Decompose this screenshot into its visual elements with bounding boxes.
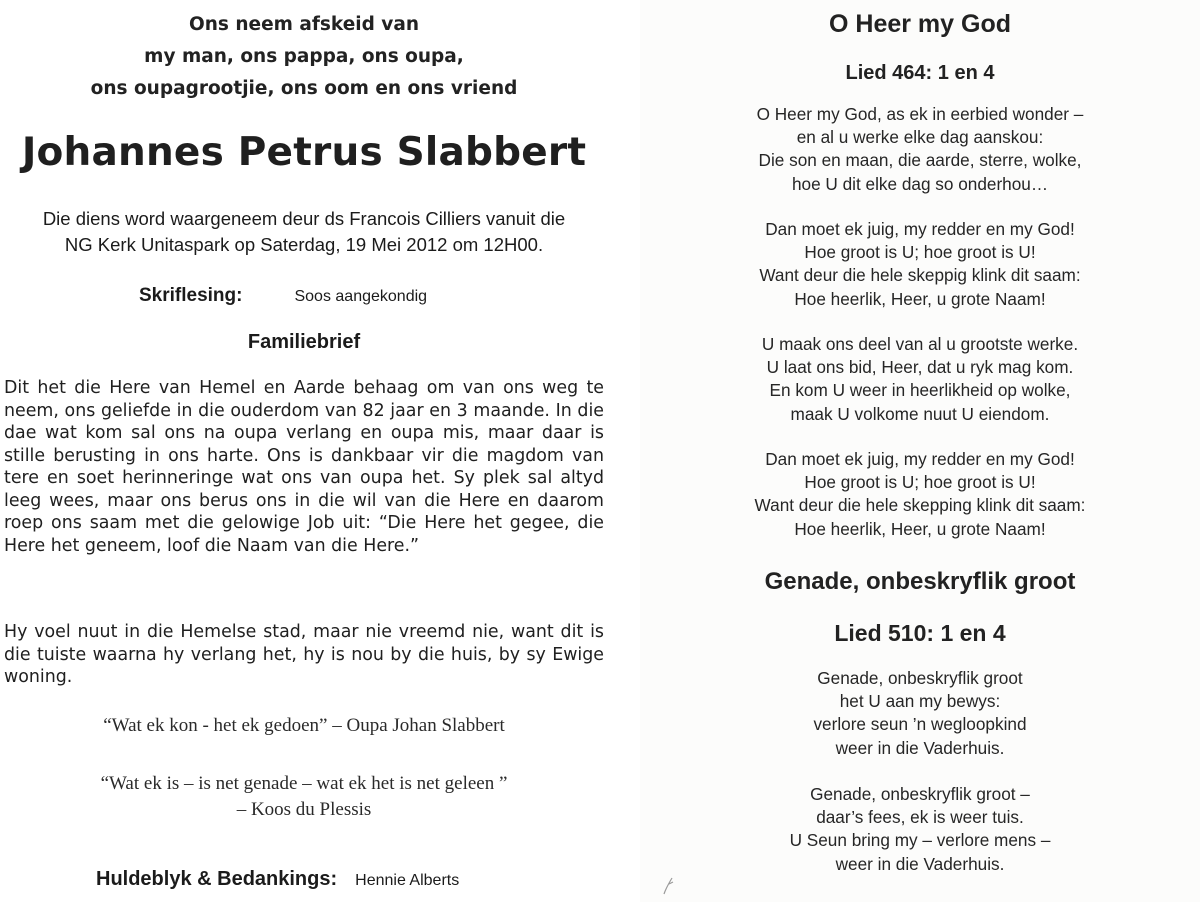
verse-line: hoe U dit elke dag so onderhou… bbox=[791, 173, 1049, 194]
verse-line: Genade, onbeskryflik groot – bbox=[810, 784, 1030, 804]
service-details bbox=[0, 206, 608, 258]
verse-line: verlore seun ’n wegloopkind bbox=[813, 714, 1027, 735]
huldeblyk-label: Huldeblyk & Bedankings: bbox=[96, 868, 338, 890]
skriflesing-value: Soos aangekondig bbox=[294, 288, 428, 305]
quote-koos bbox=[0, 771, 608, 823]
verse-line: weer in die Vaderhuis. bbox=[835, 853, 1005, 874]
verse-line: En kom U weer in heerlikheid op wolke, bbox=[769, 380, 1071, 401]
huldeblyk-value: Hennie Alberts bbox=[355, 872, 460, 889]
quote-johan: “Wat ek kon - het ek gedoen” – Oupa Johan Slabbert bbox=[103, 715, 505, 736]
familiebrief-paragraph-2: Hy voel nuut in die Hemelse stad, maar nie vreemd nie, want dit is die tuiste waarna hy verlang het, hy is nou by die huis, by sy Ewige woning. bbox=[4, 622, 604, 687]
deceased-name: Johannes Petrus Slabbert bbox=[21, 130, 587, 175]
verse-line: Hoe heerlik, Heer, u grote Naam! bbox=[794, 518, 1046, 539]
skriflesing-row bbox=[139, 285, 427, 307]
quote-attribution: – Koos du Plessis bbox=[236, 799, 372, 820]
service-line: NG Kerk Unitaspark op Saterdag, 19 Mei 2012 om 12H00. bbox=[64, 234, 544, 255]
familiebrief-paragraph-1: Dit het die Here van Hemel en Aarde behaag om van ons weg te neem, ons geliefde in die ouderdom van 82 jaar en 3 maande. In die dae wat kom sal ons na oupa verlang en oupa mis, maar daar is stille berusting in ons harte. Ons is dankbaar vir die magdom van tere en soet herinneringe wat ons van oupa het. Sy plek sal altyd leeg wees, maar ons berus ons in die wil van die Here en daarom roep ons saam met die gelowige Job uit: “Die Here het gegee, die Here het geneem, loof die Naam van die Here.” bbox=[4, 378, 604, 556]
quote-line: “Wat ek is – is net genade – wat ek het is net geleen ” bbox=[100, 773, 508, 794]
verse-line: Dan moet ek juig, my redder en my God! bbox=[765, 449, 1075, 469]
verse-line: U maak ons deel van al u grootste werke. bbox=[761, 334, 1079, 354]
hymn-1-title: O Heer my God bbox=[829, 10, 1011, 38]
verse-line: weer in die Vaderhuis. bbox=[835, 737, 1005, 758]
verse-line: het U aan my bewys: bbox=[839, 691, 1001, 712]
hymn-1-stanza-1 bbox=[640, 103, 1200, 196]
verse-line: Die son en maan, die aarde, sterre, wolke, bbox=[758, 150, 1082, 171]
verse-line: maak U volkome nuut U eiendom. bbox=[790, 403, 1050, 424]
verse-line: Genade, onbeskryflik groot bbox=[817, 668, 1023, 688]
skriflesing-label: Skriflesing: bbox=[139, 285, 243, 306]
verse-line: U laat ons bid, Heer, dat u ryk mag kom. bbox=[766, 357, 1074, 378]
hymn-1-stanza-2 bbox=[640, 218, 1200, 311]
intro-line: ons oupagrootjie, ons oom en ons vriend bbox=[90, 78, 518, 99]
stray-pen-mark bbox=[660, 874, 678, 896]
verse-line: U Seun bring my – verlore mens – bbox=[789, 830, 1051, 851]
familiebrief-heading: Familiebrief bbox=[247, 331, 361, 353]
verse-line: O Heer my God, as ek in eerbied wonder – bbox=[756, 104, 1084, 124]
intro-line: my man, ons pappa, ons oupa, bbox=[144, 46, 464, 67]
verse-line: Want deur die hele skepping klink dit saam: bbox=[754, 495, 1086, 516]
hymn-1-stanza-4 bbox=[640, 448, 1200, 541]
hymn-2-title: Genade, onbeskryflik groot bbox=[764, 568, 1076, 595]
intro-line: Ons neem afskeid van bbox=[189, 14, 419, 35]
verse-line: Dan moet ek juig, my redder en my God! bbox=[765, 219, 1075, 239]
hymn-1-stanza-3 bbox=[640, 333, 1200, 426]
verse-line: en al u werke elke dag aanskou: bbox=[796, 127, 1044, 148]
right-page bbox=[640, 0, 1200, 902]
hymn-2-stanza-2 bbox=[640, 783, 1200, 876]
verse-line: Hoe heerlik, Heer, u grote Naam! bbox=[794, 288, 1046, 309]
verse-line: Hoe groot is U; hoe groot is U! bbox=[804, 242, 1036, 263]
verse-line: daar’s fees, ek is weer tuis. bbox=[816, 807, 1024, 828]
service-line: Die diens word waargeneem deur ds Francois Cilliers vanuit die bbox=[42, 208, 566, 229]
hymn-2-number: Lied 510: 1 en 4 bbox=[834, 620, 1006, 646]
hymn-2-stanza-1 bbox=[640, 667, 1200, 760]
verse-line: Hoe groot is U; hoe groot is U! bbox=[804, 472, 1036, 493]
huldeblyk-row bbox=[96, 868, 459, 891]
farewell-intro bbox=[0, 9, 608, 105]
verse-line: Want deur die hele skeppig klink dit saam: bbox=[759, 265, 1081, 286]
hymn-1-number: Lied 464: 1 en 4 bbox=[845, 62, 995, 84]
